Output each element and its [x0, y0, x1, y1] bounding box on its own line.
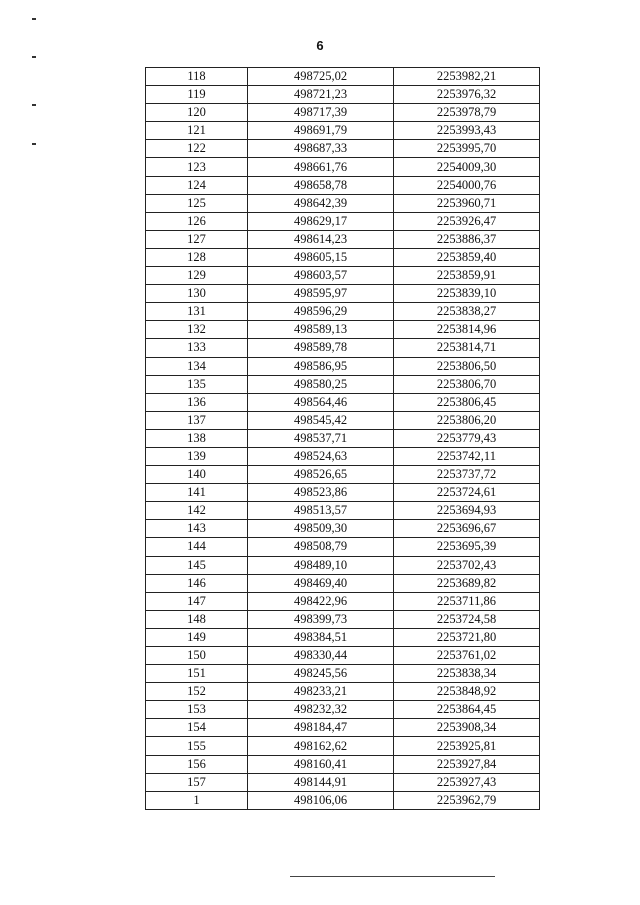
y-coordinate-cell: 2253995,70: [394, 140, 540, 158]
x-coordinate-cell: 498589,13: [248, 321, 394, 339]
y-coordinate-cell: 2253960,71: [394, 194, 540, 212]
table-row: [146, 755, 540, 773]
y-coordinate-cell: 2253926,47: [394, 212, 540, 230]
y-coordinate-cell: 2253806,20: [394, 411, 540, 429]
x-coordinate-cell: 498580,25: [248, 375, 394, 393]
x-coordinate-cell: 498545,42: [248, 411, 394, 429]
x-coordinate-cell: 498595,97: [248, 285, 394, 303]
table-row: [146, 122, 540, 140]
table-row: [146, 592, 540, 610]
y-coordinate-cell: 2253814,71: [394, 339, 540, 357]
y-coordinate-cell: 2253864,45: [394, 701, 540, 719]
table-row: [146, 701, 540, 719]
x-coordinate-cell: 498586,95: [248, 357, 394, 375]
point-number-cell: 129: [146, 267, 248, 285]
table-row: [146, 303, 540, 321]
table-row: [146, 610, 540, 628]
y-coordinate-cell: 2253695,39: [394, 538, 540, 556]
table-row: [146, 267, 540, 285]
x-coordinate-cell: 498658,78: [248, 176, 394, 194]
y-coordinate-cell: 2253742,11: [394, 447, 540, 465]
y-coordinate-cell: 2254000,76: [394, 176, 540, 194]
x-coordinate-cell: 498687,33: [248, 140, 394, 158]
y-coordinate-cell: 2253927,43: [394, 773, 540, 791]
table-row: [146, 791, 540, 809]
point-number-cell: 127: [146, 230, 248, 248]
point-number-cell: 149: [146, 628, 248, 646]
y-coordinate-cell: 2254009,30: [394, 158, 540, 176]
point-number-cell: 157: [146, 773, 248, 791]
x-coordinate-cell: 498330,44: [248, 647, 394, 665]
table-row: [146, 357, 540, 375]
table-row: [146, 411, 540, 429]
y-coordinate-cell: 2253689,82: [394, 574, 540, 592]
table-row: [146, 212, 540, 230]
y-coordinate-cell: 2253711,86: [394, 592, 540, 610]
margin-mark: [32, 143, 36, 145]
margin-mark: [32, 56, 36, 58]
x-coordinate-cell: 498603,57: [248, 267, 394, 285]
y-coordinate-cell: 2253927,84: [394, 755, 540, 773]
page-number: 6: [316, 38, 324, 53]
x-coordinate-cell: 498614,23: [248, 230, 394, 248]
x-coordinate-cell: 498564,46: [248, 393, 394, 411]
point-number-cell: 155: [146, 737, 248, 755]
x-coordinate-cell: 498523,86: [248, 484, 394, 502]
x-coordinate-cell: 498537,71: [248, 429, 394, 447]
x-coordinate-cell: 498422,96: [248, 592, 394, 610]
x-coordinate-cell: 498489,10: [248, 556, 394, 574]
point-number-cell: 132: [146, 321, 248, 339]
y-coordinate-cell: 2253761,02: [394, 647, 540, 665]
point-number-cell: 138: [146, 429, 248, 447]
x-coordinate-cell: 498233,21: [248, 683, 394, 701]
point-number-cell: 153: [146, 701, 248, 719]
margin-mark: [32, 104, 36, 106]
table-row: [146, 484, 540, 502]
table-row: [146, 538, 540, 556]
point-number-cell: 119: [146, 86, 248, 104]
point-number-cell: 137: [146, 411, 248, 429]
point-number-cell: 122: [146, 140, 248, 158]
y-coordinate-cell: 2253724,58: [394, 610, 540, 628]
point-number-cell: 139: [146, 447, 248, 465]
table-row: [146, 447, 540, 465]
table-row: [146, 520, 540, 538]
point-number-cell: 123: [146, 158, 248, 176]
x-coordinate-cell: 498589,78: [248, 339, 394, 357]
table-row: [146, 466, 540, 484]
y-coordinate-cell: 2253724,61: [394, 484, 540, 502]
x-coordinate-cell: 498725,02: [248, 68, 394, 86]
x-coordinate-cell: 498232,32: [248, 701, 394, 719]
point-number-cell: 156: [146, 755, 248, 773]
point-number-cell: 128: [146, 248, 248, 266]
point-number-cell: 121: [146, 122, 248, 140]
table-row: [146, 339, 540, 357]
x-coordinate-cell: 498642,39: [248, 194, 394, 212]
y-coordinate-cell: 2253982,21: [394, 68, 540, 86]
margin-mark: [32, 18, 36, 20]
x-coordinate-cell: 498160,41: [248, 755, 394, 773]
table-row: [146, 86, 540, 104]
table-row: [146, 773, 540, 791]
point-number-cell: 131: [146, 303, 248, 321]
y-coordinate-cell: 2253978,79: [394, 104, 540, 122]
point-number-cell: 134: [146, 357, 248, 375]
x-coordinate-cell: 498721,23: [248, 86, 394, 104]
y-coordinate-cell: 2253859,40: [394, 248, 540, 266]
point-number-cell: 1: [146, 791, 248, 809]
x-coordinate-cell: 498144,91: [248, 773, 394, 791]
point-number-cell: 140: [146, 466, 248, 484]
x-coordinate-cell: 498162,62: [248, 737, 394, 755]
point-number-cell: 147: [146, 592, 248, 610]
table-row: [146, 683, 540, 701]
y-coordinate-cell: 2253962,79: [394, 791, 540, 809]
x-coordinate-cell: 498508,79: [248, 538, 394, 556]
point-number-cell: 141: [146, 484, 248, 502]
point-number-cell: 124: [146, 176, 248, 194]
y-coordinate-cell: 2253908,34: [394, 719, 540, 737]
point-number-cell: 145: [146, 556, 248, 574]
table-row: [146, 375, 540, 393]
x-coordinate-cell: 498469,40: [248, 574, 394, 592]
point-number-cell: 136: [146, 393, 248, 411]
table-row: [146, 665, 540, 683]
y-coordinate-cell: 2253838,27: [394, 303, 540, 321]
y-coordinate-cell: 2253779,43: [394, 429, 540, 447]
x-coordinate-cell: 498596,29: [248, 303, 394, 321]
x-coordinate-cell: 498629,17: [248, 212, 394, 230]
x-coordinate-cell: 498691,79: [248, 122, 394, 140]
y-coordinate-cell: 2253806,50: [394, 357, 540, 375]
point-number-cell: 125: [146, 194, 248, 212]
table-row: [146, 104, 540, 122]
table-row: [146, 647, 540, 665]
x-coordinate-cell: 498106,06: [248, 791, 394, 809]
point-number-cell: 154: [146, 719, 248, 737]
x-coordinate-cell: 498605,15: [248, 248, 394, 266]
y-coordinate-cell: 2253839,10: [394, 285, 540, 303]
table-row: [146, 176, 540, 194]
y-coordinate-cell: 2253737,72: [394, 466, 540, 484]
point-number-cell: 135: [146, 375, 248, 393]
table-row: [146, 68, 540, 86]
bottom-rule: [290, 876, 495, 877]
table-row: [146, 502, 540, 520]
x-coordinate-cell: 498717,39: [248, 104, 394, 122]
point-number-cell: 144: [146, 538, 248, 556]
table-row: [146, 285, 540, 303]
y-coordinate-cell: 2253806,70: [394, 375, 540, 393]
table-row: [146, 574, 540, 592]
y-coordinate-cell: 2253886,37: [394, 230, 540, 248]
x-coordinate-cell: 498184,47: [248, 719, 394, 737]
table-row: [146, 230, 540, 248]
point-number-cell: 142: [146, 502, 248, 520]
x-coordinate-cell: 498661,76: [248, 158, 394, 176]
point-number-cell: 148: [146, 610, 248, 628]
point-number-cell: 120: [146, 104, 248, 122]
y-coordinate-cell: 2253806,45: [394, 393, 540, 411]
x-coordinate-cell: 498245,56: [248, 665, 394, 683]
point-number-cell: 118: [146, 68, 248, 86]
point-number-cell: 126: [146, 212, 248, 230]
table-row: [146, 393, 540, 411]
x-coordinate-cell: 498399,73: [248, 610, 394, 628]
point-number-cell: 150: [146, 647, 248, 665]
table-row: [146, 628, 540, 646]
table-row: [146, 158, 540, 176]
coordinates-table: [145, 67, 540, 810]
y-coordinate-cell: 2253721,80: [394, 628, 540, 646]
y-coordinate-cell: 2253702,43: [394, 556, 540, 574]
x-coordinate-cell: 498509,30: [248, 520, 394, 538]
point-number-cell: 152: [146, 683, 248, 701]
point-number-cell: 143: [146, 520, 248, 538]
y-coordinate-cell: 2253859,91: [394, 267, 540, 285]
table-row: [146, 248, 540, 266]
table-row: [146, 429, 540, 447]
table-row: [146, 737, 540, 755]
y-coordinate-cell: 2253976,32: [394, 86, 540, 104]
y-coordinate-cell: 2253848,92: [394, 683, 540, 701]
point-number-cell: 130: [146, 285, 248, 303]
table-row: [146, 194, 540, 212]
table-row: [146, 140, 540, 158]
table-row: [146, 719, 540, 737]
x-coordinate-cell: 498524,63: [248, 447, 394, 465]
y-coordinate-cell: 2253925,81: [394, 737, 540, 755]
point-number-cell: 151: [146, 665, 248, 683]
point-number-cell: 146: [146, 574, 248, 592]
y-coordinate-cell: 2253814,96: [394, 321, 540, 339]
y-coordinate-cell: 2253694,93: [394, 502, 540, 520]
y-coordinate-cell: 2253838,34: [394, 665, 540, 683]
table-row: [146, 556, 540, 574]
x-coordinate-cell: 498526,65: [248, 466, 394, 484]
point-number-cell: 133: [146, 339, 248, 357]
y-coordinate-cell: 2253993,43: [394, 122, 540, 140]
x-coordinate-cell: 498384,51: [248, 628, 394, 646]
coordinates-table-body: [146, 68, 540, 810]
table-row: [146, 321, 540, 339]
x-coordinate-cell: 498513,57: [248, 502, 394, 520]
y-coordinate-cell: 2253696,67: [394, 520, 540, 538]
